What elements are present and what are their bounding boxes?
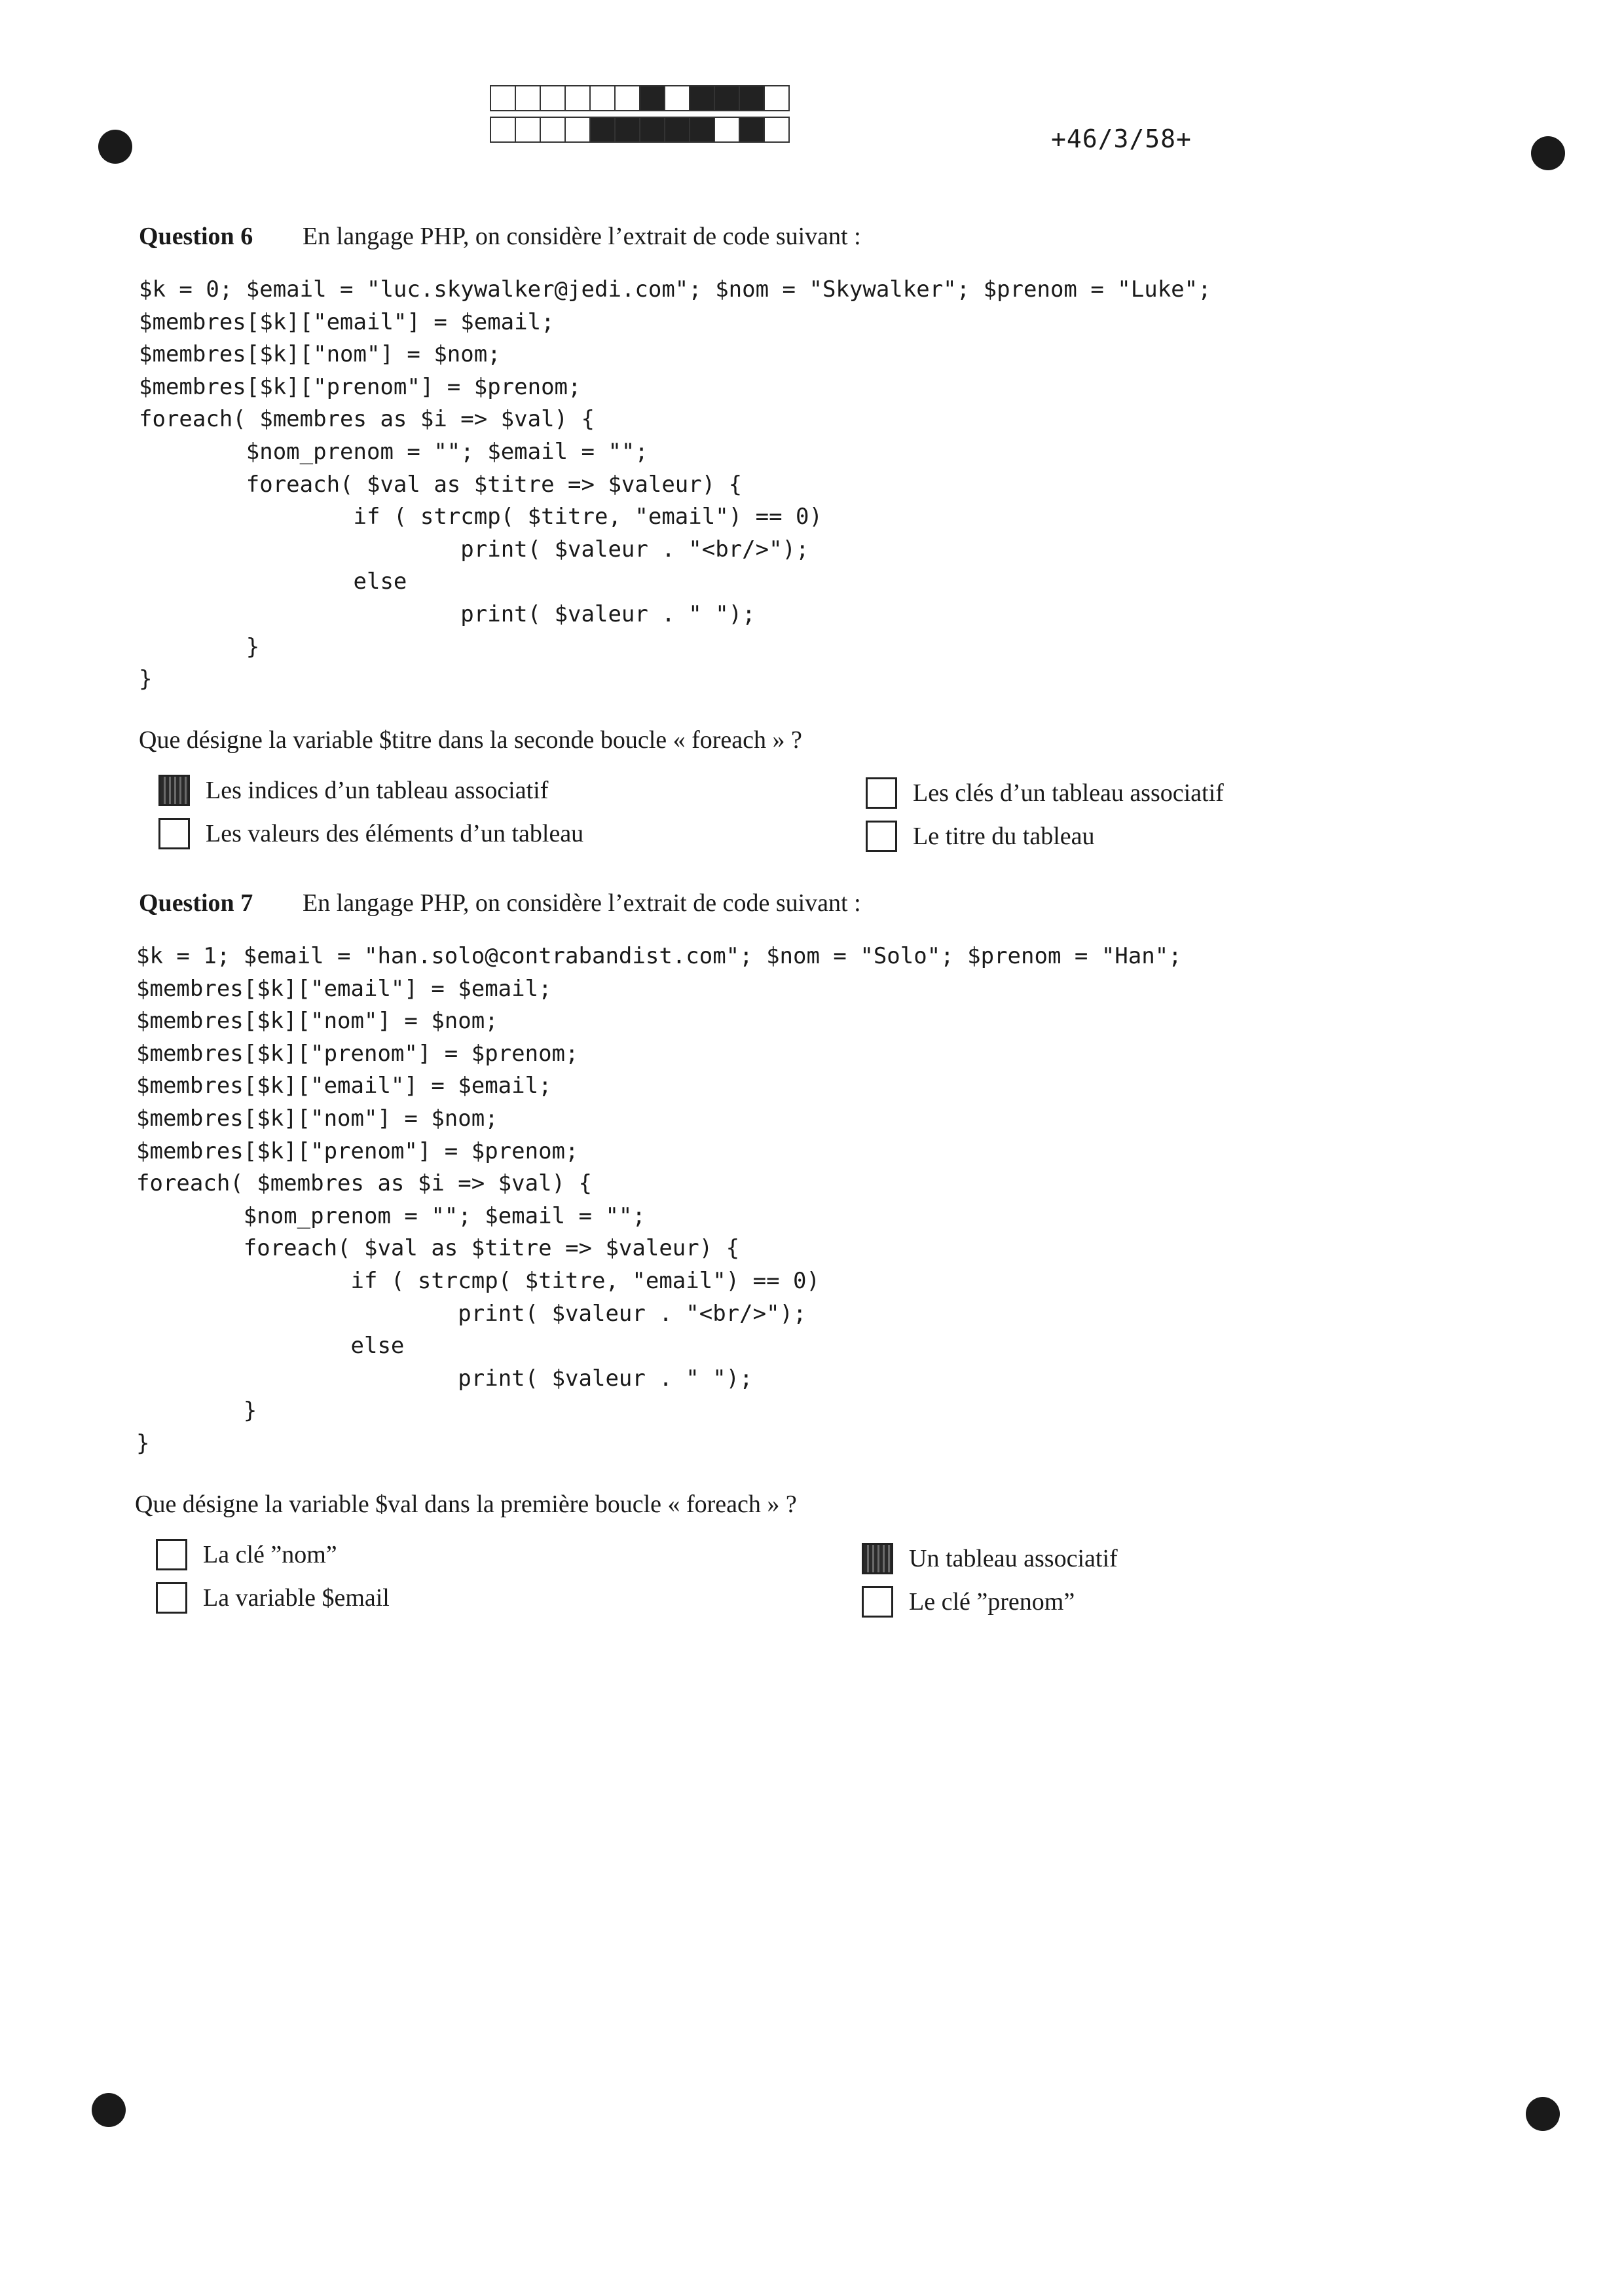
answer-label: Le clé ”prenom” bbox=[909, 1587, 1075, 1616]
barcode-cell bbox=[614, 85, 640, 111]
barcode-cell bbox=[764, 117, 790, 143]
answer-checkbox[interactable] bbox=[862, 1543, 893, 1574]
barcode-cell bbox=[564, 85, 591, 111]
answer-option[interactable] bbox=[862, 1543, 1118, 1574]
barcode-row-2 bbox=[490, 117, 788, 143]
barcode-cell bbox=[739, 85, 765, 111]
barcode-cell bbox=[490, 85, 516, 111]
answer-label: La variable $email bbox=[203, 1583, 390, 1612]
answer-option[interactable] bbox=[862, 1586, 1075, 1618]
answer-checkbox[interactable] bbox=[156, 1582, 187, 1614]
corner-mark-top-left bbox=[98, 130, 132, 164]
question-intro: En langage PHP, on considère l’extrait de code suivant : bbox=[303, 223, 861, 250]
answer-option[interactable] bbox=[156, 1582, 390, 1614]
question-6 bbox=[139, 221, 1481, 866]
answer-option[interactable] bbox=[158, 775, 548, 806]
barcode-cell bbox=[614, 117, 640, 143]
barcode-cell bbox=[490, 117, 516, 143]
question-prompt: Que désigne la variable $titre dans la seconde boucle « foreach » ? bbox=[139, 726, 802, 754]
answer-label: Le titre du tableau bbox=[913, 822, 1095, 850]
question-label: Question 7 bbox=[139, 889, 253, 917]
answer-checkbox[interactable] bbox=[158, 818, 190, 849]
barcode-cell bbox=[540, 117, 566, 143]
answer-option[interactable] bbox=[156, 1539, 337, 1570]
question-intro: En langage PHP, on considère l’extrait de code suivant : bbox=[303, 889, 861, 917]
answer-checkbox[interactable] bbox=[866, 777, 897, 809]
answer-checkbox[interactable] bbox=[158, 775, 190, 806]
answer-checkbox[interactable] bbox=[866, 821, 897, 852]
corner-mark-bottom-right bbox=[1526, 2097, 1560, 2131]
barcode-cell bbox=[714, 117, 740, 143]
question-label: Question 6 bbox=[139, 223, 253, 250]
answer-option[interactable] bbox=[866, 777, 1224, 809]
barcode-cell bbox=[515, 85, 541, 111]
barcode-cell bbox=[639, 117, 665, 143]
code-block: $k = 0; $email = "luc.skywalker@jedi.com"; $nom = "Skywalker"; $prenom = "Luke"; $membres[$k]["email"] = $email; $membres[$k]["nom"] = $nom; $membres[$k]["prenom"] = $prenom; foreach( $membres as $i => $val) { $nom_prenom = ""; $email = ""; foreach( $val as $titre => $valeur) { if ( strcmp( $titre, "email") == 0) print( $valeur . "<br/>"); else print( $valeur . " "); } } bbox=[139, 276, 1211, 693]
answer-checkbox[interactable] bbox=[156, 1539, 187, 1570]
barcode-cell bbox=[764, 85, 790, 111]
barcode-cell bbox=[515, 117, 541, 143]
barcode-row-1 bbox=[490, 85, 788, 111]
barcode-cell bbox=[540, 85, 566, 111]
barcode-cell bbox=[689, 85, 715, 111]
question-7 bbox=[135, 888, 1481, 1631]
barcode-cell bbox=[664, 117, 690, 143]
barcode-cell bbox=[689, 117, 715, 143]
corner-mark-bottom-left bbox=[92, 2093, 126, 2127]
barcode-cell bbox=[639, 85, 665, 111]
barcode-cell bbox=[564, 117, 591, 143]
barcode-cell bbox=[714, 85, 740, 111]
answer-list bbox=[139, 775, 1481, 866]
answer-label: Les indices d’un tableau associatif bbox=[206, 776, 549, 804]
answer-checkbox[interactable] bbox=[862, 1586, 893, 1618]
question-header bbox=[139, 221, 1481, 251]
question-header bbox=[139, 888, 1481, 918]
answer-label: Un tableau associatif bbox=[909, 1544, 1118, 1572]
answer-label: La clé ”nom” bbox=[203, 1540, 337, 1568]
answer-list bbox=[139, 1539, 1481, 1631]
code-block: $k = 1; $email = "han.solo@contrabandist.com"; $nom = "Solo"; $prenom = "Han"; $membres[$k]["email"] = $email; $membres[$k]["nom"] = $nom; $membres[$k]["prenom"] = $prenom; $membres[$k]["email"] = $email; $membres[$k]["nom"] = $nom; $membres[$k]["prenom"] = $prenom; foreach( $membres as $i => $val) { $nom_prenom = ""; $email = ""; foreach( $val as $titre => $valeur) { if ( strcmp( $titre, "email") == 0) print( $valeur . "<br/>"); else print( $valeur . " "); } } bbox=[136, 943, 1182, 1456]
answer-label: Les clés d’un tableau associatif bbox=[913, 779, 1224, 807]
page-id: +46/3/58+ bbox=[1051, 124, 1192, 153]
corner-mark-top-right bbox=[1531, 136, 1565, 170]
question-prompt: Que désigne la variable $val dans la première boucle « foreach » ? bbox=[135, 1490, 797, 1518]
answer-option[interactable] bbox=[866, 821, 1095, 852]
barcode-cell bbox=[664, 85, 690, 111]
barcode-cell bbox=[739, 117, 765, 143]
answer-option[interactable] bbox=[158, 818, 583, 849]
barcode-cell bbox=[589, 117, 616, 143]
answer-label: Les valeurs des éléments d’un tableau bbox=[206, 819, 584, 847]
barcode-cell bbox=[589, 85, 616, 111]
